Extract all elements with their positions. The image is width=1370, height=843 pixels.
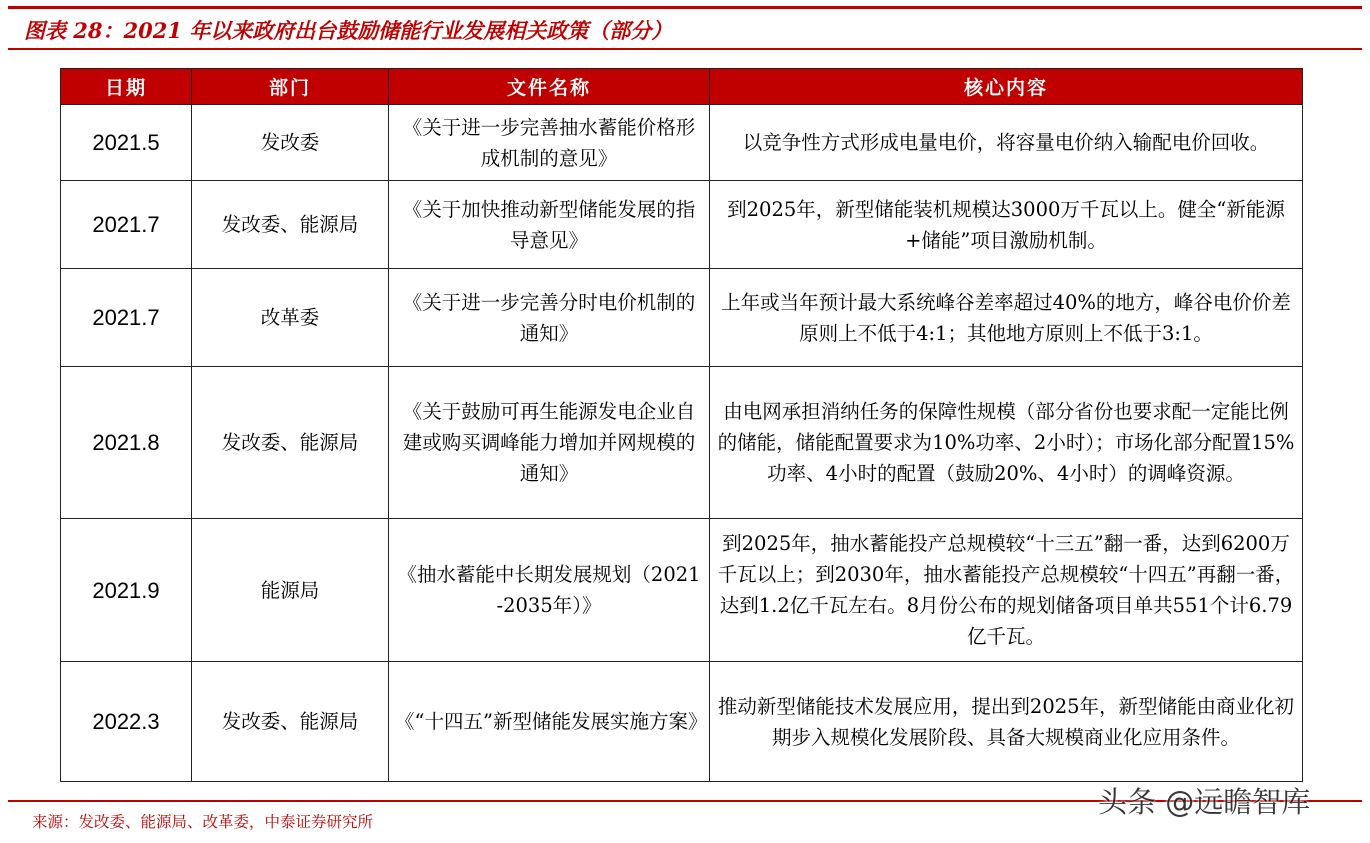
document-cell: 《关于进一步完善抽水蓄能价格形成机制的意见》 bbox=[389, 105, 710, 181]
policy-table bbox=[60, 68, 1303, 782]
department-cell: 能源局 bbox=[192, 519, 389, 662]
date-cell: 2021.8 bbox=[61, 367, 192, 519]
date-cell: 2021.7 bbox=[61, 181, 192, 269]
table-header-row bbox=[61, 69, 1303, 105]
date-cell: 2022.3 bbox=[61, 662, 192, 782]
header-department: 部门 bbox=[192, 69, 389, 105]
document-cell: 《关于加快推动新型储能发展的指导意见》 bbox=[389, 181, 710, 269]
document-cell: 《抽水蓄能中长期发展规划（2021-2035年）》 bbox=[389, 519, 710, 662]
watermark: 头条 @远瞻智库 bbox=[1098, 785, 1311, 819]
department-cell: 发改委、能源局 bbox=[192, 181, 389, 269]
content-cell: 由电网承担消纳任务的保障性规模（部分省份也要求配一定能比例的储能，储能配置要求为10%功率、2小时）；市场化部分配置15%功率、4小时的配置（鼓励20%、4小时）的调峰资源。 bbox=[710, 367, 1303, 519]
content-cell: 以竞争性方式形成电量电价，将容量电价纳入输配电价回收。 bbox=[710, 105, 1303, 181]
table-row bbox=[61, 519, 1303, 662]
department-cell: 发改委 bbox=[192, 105, 389, 181]
source-note: 来源：发改委、能源局、改革委，中泰证券研究所 bbox=[32, 813, 374, 831]
content-cell: 上年或当年预计最大系统峰谷差率超过40%的地方，峰谷电价价差原则上不低于4:1；其他地方原则上不低于3:1。 bbox=[710, 269, 1303, 367]
department-cell: 发改委、能源局 bbox=[192, 662, 389, 782]
header-date: 日期 bbox=[61, 69, 192, 105]
date-cell: 2021.5 bbox=[61, 105, 192, 181]
header-document: 文件名称 bbox=[389, 69, 710, 105]
header-content: 核心内容 bbox=[710, 69, 1303, 105]
document-cell: 《关于鼓励可再生能源发电企业自建或购买调峰能力增加并网规模的通知》 bbox=[389, 367, 710, 519]
date-cell: 2021.7 bbox=[61, 269, 192, 367]
content-cell: 推动新型储能技术发展应用，提出到2025年，新型储能由商业化初期步入规模化发展阶段、具备大规模商业化应用条件。 bbox=[710, 662, 1303, 782]
document-cell: 《关于进一步完善分时电价机制的通知》 bbox=[389, 269, 710, 367]
table-row bbox=[61, 269, 1303, 367]
page-title: 图表 28：2021 年以来政府出台鼓励储能行业发展相关政策（部分） bbox=[24, 18, 673, 43]
content-cell: 到2025年，新型储能装机规模达3000万千瓦以上。健全“新能源+储能”项目激励机制。 bbox=[710, 181, 1303, 269]
table-row bbox=[61, 367, 1303, 519]
table-row bbox=[61, 181, 1303, 269]
table-row bbox=[61, 105, 1303, 181]
content-cell: 到2025年，抽水蓄能投产总规模较“十三五”翻一番，达到6200万千瓦以上；到2030年，抽水蓄能投产总规模较“十四五”再翻一番，达到1.2亿千瓦左右。8月份公布的规划储备项目单共551个计6.79亿千瓦。 bbox=[710, 519, 1303, 662]
department-cell: 改革委 bbox=[192, 269, 389, 367]
department-cell: 发改委、能源局 bbox=[192, 367, 389, 519]
table-row bbox=[61, 662, 1303, 782]
document-cell: 《“十四五”新型储能发展实施方案》 bbox=[389, 662, 710, 782]
date-cell: 2021.9 bbox=[61, 519, 192, 662]
